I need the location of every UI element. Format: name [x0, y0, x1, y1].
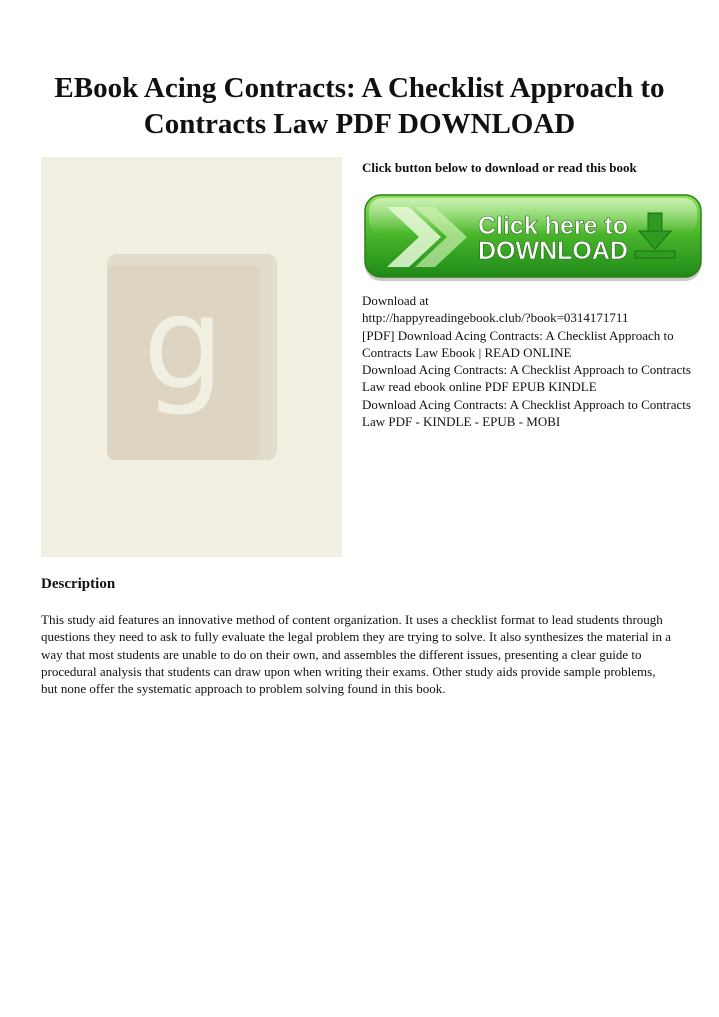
book-front — [107, 265, 260, 460]
download-button-line2: DOWNLOAD — [478, 237, 628, 265]
download-instruction: Click button below to download or read this book — [362, 160, 637, 175]
download-button-line1: Click here to — [477, 212, 629, 240]
download-url-link[interactable]: http://happyreadingebook.club/?book=0314171711 — [362, 310, 629, 326]
download-button[interactable] — [363, 193, 703, 285]
book-letter: g — [142, 270, 225, 419]
description-body: This study aid features an innovative method of content organization. It uses a checklist format to lead students through questions they need to ask to fully evaluate the legal problem they are trying to solve. It also synthesizes the material in a way that most students are unable to do on their own, and assembles the different issues, presenting a clear guide to procedural analysis that students can draw upon when writing their exams. Other study aids provide sample problems, but none offer the systematic approach to problem solving found in this book. — [41, 612, 671, 697]
download-at-label: Download at — [362, 293, 429, 308]
page-title: EBook Acing Contracts: A Checklist Approach to Contracts Law PDF DOWNLOAD — [54, 72, 665, 140]
download-links — [362, 292, 707, 430]
book-cover-placeholder — [41, 157, 342, 557]
read-ebook-link[interactable]: Download Acing Contracts: A Checklist Approach to Contracts Law read ebook online PDF EPUB KINDLE — [362, 362, 691, 395]
pdf-formats-link[interactable]: Download Acing Contracts: A Checklist Approach to Contracts Law PDF - KINDLE - EPUB - MOBI — [362, 396, 691, 430]
description-heading: Description — [41, 576, 116, 592]
read-online-link[interactable]: [PDF] Download Acing Contracts: A Checklist Approach to Contracts Law Ebook | READ ONLINE — [362, 327, 674, 360]
